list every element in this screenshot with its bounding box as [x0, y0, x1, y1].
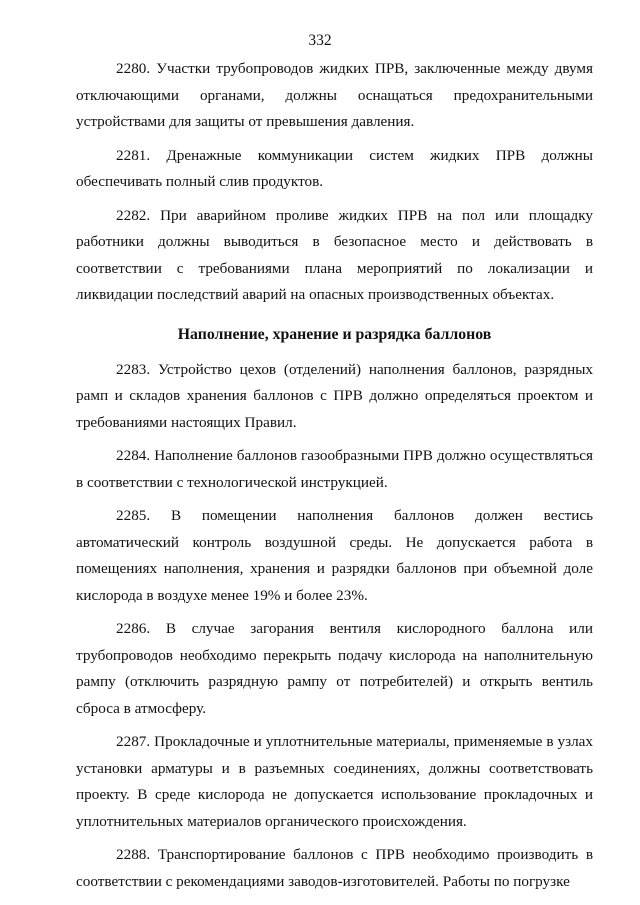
paragraph-2287: 2287. Прокладочные и уплотнительные материалы, применяемые в узлах установки арматуры и в разъемных соединениях, должны соответствовать проекту. В среде кислорода не допускается использование прокладочных и уплотнительных материалов органического происхождения.	[76, 733, 593, 830]
paragraph-2284: 2284. Наполнение баллонов газообразными ПРВ должно осуществляться в соответствии с технологической инструкцией.	[76, 447, 593, 491]
paragraph-2288: 2288. Транспортирование баллонов с ПРВ необходимо производить в соответствии с рекомендациями заводов-изготовителей. Работы по погрузке	[76, 846, 593, 890]
paragraph-2282: 2282. При аварийном проливе жидких ПРВ на пол или площадку работники должны выводиться в безопасное место и действовать в соответствии с требованиями плана мероприятий по локализации и ликвидации последствий аварий на опасных производственных объектах.	[76, 206, 593, 303]
paragraph-2280: 2280. Участки трубопроводов жидких ПРВ, заключенные между двумя отключающими органами, должны оснащаться предохранительными устройствами для защиты от превышения давления.	[76, 60, 593, 130]
paragraph-2283: 2283. Устройство цехов (отделений) наполнения баллонов, разрядных рамп и складов хранения баллонов с ПРВ должно определяться проектом и требованиями настоящих Правил.	[76, 360, 593, 431]
page-number: 332	[308, 32, 332, 49]
document-body	[76, 56, 593, 902]
paragraph-2286: 2286. В случае загорания вентиля кислородного баллона или трубопроводов необходимо перекрыть подачу кислорода на наполнительную рампу (отключить разрядную рампу от потребителей) и открыть вентиль сброса в атмосферу.	[76, 620, 593, 717]
paragraph-2281: 2281. Дренажные коммуникации систем жидких ПРВ должны обеспечивать полный слив продуктов.	[76, 146, 593, 190]
section-heading: Наполнение, хранение и разрядка баллонов	[177, 325, 492, 343]
paragraph-2285: 2285. В помещении наполнения баллонов должен вестись автоматический контроль воздушной среды. Не допускается работа в помещениях наполнения, хранения и разрядки баллонов при объемной доле кислорода в воздухе менее 19% и более 23%.	[76, 507, 593, 604]
